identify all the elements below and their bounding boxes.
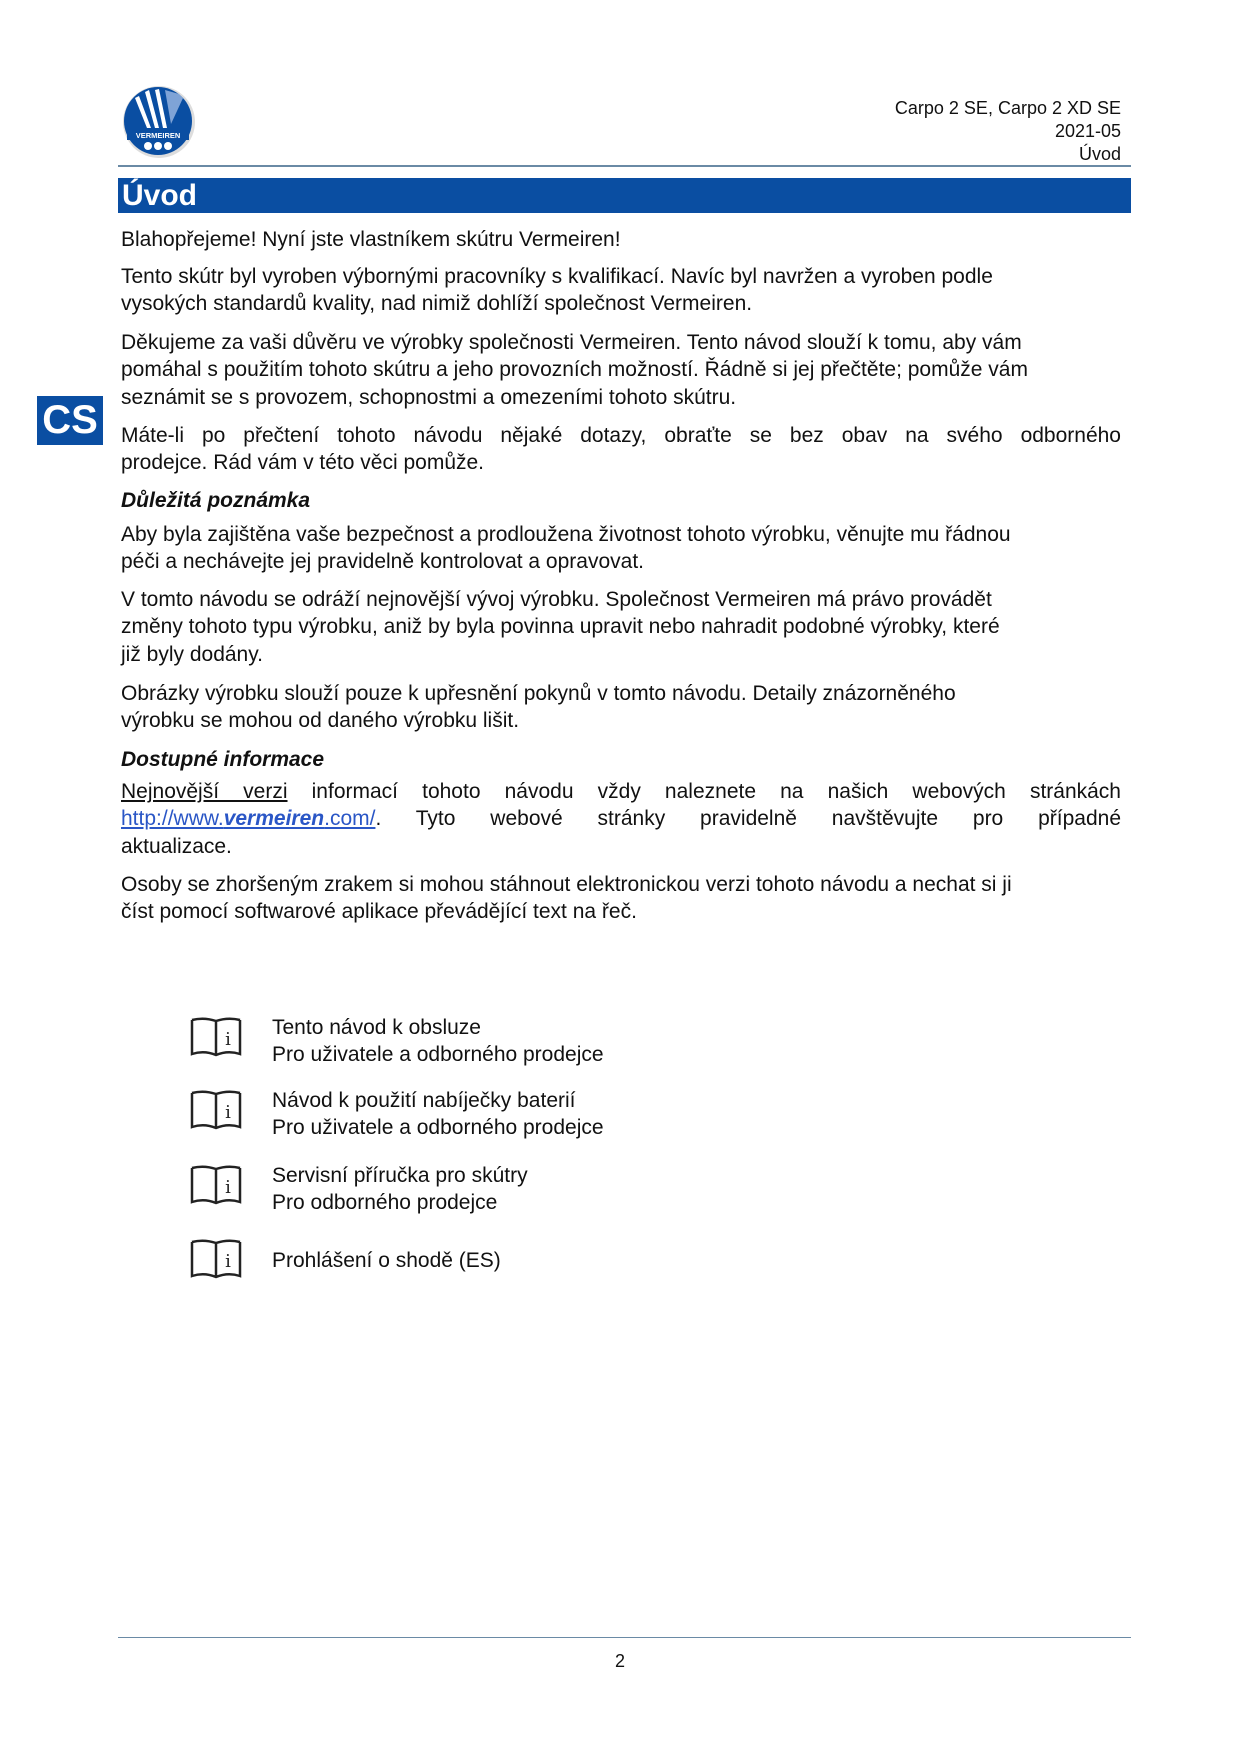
text-line: číst pomocí softwarové aplikace převádějící text na řeč.: [121, 900, 637, 924]
svg-text:VERMEIREN: VERMEIREN: [135, 131, 181, 140]
link-brand: vermeiren: [223, 807, 325, 831]
svg-text:i: i: [225, 1029, 231, 1050]
latest-version-text: Nejnovější verzi: [121, 780, 288, 803]
manual-info-icon: [190, 1016, 242, 1058]
text-line: Děkujeme za vaši důvěru ve výrobky společnosti Vermeiren. Tento návod slouží k tomu, aby vám: [121, 331, 1022, 354]
text-line: Osoby se zhoršeným zrakem si mohou stáhnout elektronickou verzi tohoto návodu a nechat si ji: [121, 873, 1012, 896]
vermeiren-logo: [121, 84, 197, 160]
text-line: Tento skútr byl vyroben výbornými pracovníky s kvalifikací. Navíc byl navržen a vyroben podle: [121, 265, 993, 288]
text-line: [121, 805, 1121, 832]
text-line: vysokých standardů kvality, nad nimiž dohlíží společnost Vermeiren.: [121, 292, 753, 316]
document-title: Servisní příručka pro skútry: [272, 1164, 528, 1187]
text-line: výrobku se mohou od daného výrobku lišit.: [121, 709, 520, 733]
paragraph-visually-impaired: [121, 871, 1153, 926]
footer-rule: [118, 1637, 1131, 1638]
heading-important-note: Důležitá poznámka: [121, 489, 311, 512]
text-line: Máte-li po přečtení tohoto návodu nějaké dotazy, obraťte se bez obav na svého odborného: [121, 424, 1121, 447]
language-tab: CS: [37, 396, 103, 445]
page-title: Úvod: [122, 179, 197, 212]
text-line: již byly dodány.: [121, 642, 264, 666]
header-section: Úvod: [1078, 144, 1121, 164]
text-line: pomáhal s použitím tohoto skútru a jeho provozních možností. Řádně si jej přečtěte; pomůže vám: [121, 358, 1028, 382]
svg-text:i: i: [225, 1177, 231, 1198]
paragraph-latest-version: [121, 778, 1153, 860]
document-audience: Pro uživatele a odborného prodejce: [272, 1043, 604, 1066]
svg-text:i: i: [225, 1102, 231, 1123]
text-line: [121, 778, 1121, 805]
manual-info-icon: [190, 1089, 242, 1131]
running-header: [895, 97, 1121, 166]
document-audience: Pro uživatele a odborného prodejce: [272, 1116, 604, 1139]
section-title-bar: [118, 178, 1131, 213]
page-number: 2: [614, 1651, 625, 1671]
text-line: Obrázky výrobku slouží pouze k upřesnění pokynů v tomto návodu. Detaily znázorněného: [121, 682, 956, 705]
text-line: péči a nechávejte jej pravidelně kontrolovat a opravovat.: [121, 550, 644, 574]
paragraph-questions: [121, 422, 1153, 477]
svg-text:i: i: [225, 1251, 231, 1272]
document-title: Návod k použití nabíječky baterií: [272, 1089, 576, 1112]
document-title: Prohlášení o shodě (ES): [272, 1249, 501, 1272]
header-rule: [118, 165, 1131, 167]
document-title: Tento návod k obsluze: [272, 1016, 481, 1039]
link-suffix: .com/: [324, 807, 376, 831]
manual-info-icon: [190, 1164, 242, 1206]
manual-info-icon: [190, 1238, 242, 1280]
text-line: prodejce. Rád vám v této věci pomůže.: [121, 451, 485, 475]
header-date: 2021-05: [1054, 121, 1121, 141]
text-line: Aby byla zajištěna vaše bezpečnost a prodloužena životnost tohoto výrobku, věnujte mu řádnou: [121, 523, 1011, 546]
paragraph-images: [121, 680, 1153, 735]
website-link[interactable]: [121, 807, 375, 830]
text-line: V tomto návodu se odráží nejnovější vývoj výrobku. Společnost Vermeiren má právo provádět: [121, 588, 992, 611]
text-line: aktualizace.: [121, 834, 232, 858]
paragraph-safety: [121, 521, 1153, 576]
paragraph-congrats: [121, 226, 1153, 253]
heading-available-info: Dostupné informace: [121, 748, 325, 771]
paragraph-development: [121, 586, 1153, 668]
document-audience: Pro odborného prodejce: [272, 1191, 498, 1214]
text-line: Blahopřejeme! Nyní jste vlastníkem skútru Vermeiren!: [121, 228, 621, 251]
text-segment: informací tohoto návodu vždy naleznete na našich webových stránkách: [287, 780, 1121, 803]
header-product: Carpo 2 SE, Carpo 2 XD SE: [894, 98, 1121, 118]
paragraph-thanks: [121, 329, 1153, 411]
text-line: seznámit se s provozem, schopnostmi a omezeními tohoto skútru.: [121, 385, 737, 409]
text-line: změny tohoto typu výrobku, aniž by byla povinna upravit nebo nahradit podobné výrobky, které: [121, 615, 1000, 639]
paragraph-quality: [121, 263, 1153, 318]
link-prefix: http://www.: [121, 807, 224, 831]
text-segment: . Tyto webové stránky pravidelně navštěvujte pro případné: [375, 807, 1121, 831]
